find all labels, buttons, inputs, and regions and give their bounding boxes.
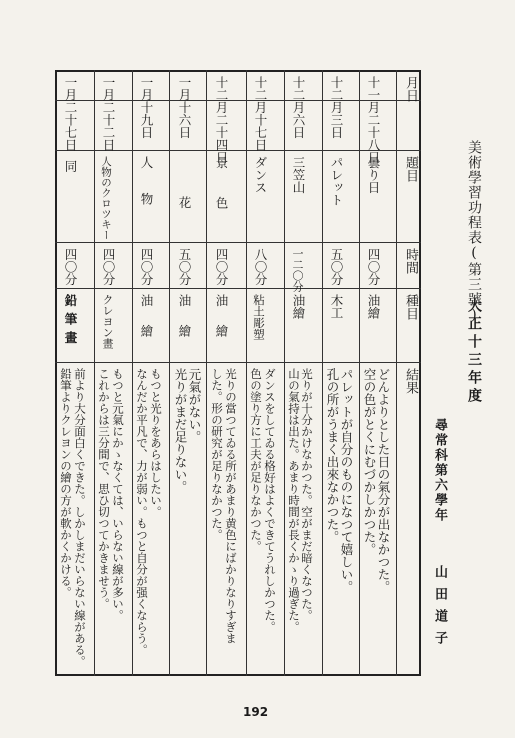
table-divider (132, 70, 133, 676)
school-year: 大正十三年度 (466, 298, 482, 406)
table-divider (246, 70, 247, 676)
grade-label: 尋常科第六學年 (432, 418, 447, 523)
row-material: クレヨン畫 (101, 294, 114, 349)
row-remarks: もつと光りをあらはしたい。 なんだか平凡で、力が弱い。もつと自分が强くならう。 (135, 368, 163, 656)
row-remarks: 光りが十分かけなかつた。空がまだ暗くなつた。 山の氣持は出た。あまり時間が長くかゝり過ぎた。 (287, 368, 314, 633)
row-subject: 人物 (139, 156, 154, 229)
table-divider (284, 70, 285, 676)
row-material: 油繪 (139, 294, 154, 355)
row-date: 一月二十七日 (63, 76, 78, 151)
table-divider (94, 70, 95, 676)
header-result: 結果 (403, 368, 418, 394)
row-subject: 景色 (214, 156, 229, 237)
table-divider (55, 242, 421, 243)
page-number: 192 (243, 705, 269, 719)
row-material: 油繪 (291, 294, 306, 319)
row-subject: ダンス (253, 156, 268, 194)
row-remarks: もつと元氣にかゝなくては、いらない線が多い。 これからは三分間で、思ひ切つてかきませう。 (97, 368, 125, 621)
header-time: 時間 (403, 248, 418, 274)
row-time: 四〇分 (139, 248, 154, 286)
student-name: 山田道子 (432, 565, 447, 653)
row-material: 鉛筆畫 (63, 294, 78, 350)
header-date: 月日 (403, 76, 418, 102)
row-subject: 同 (63, 160, 78, 173)
row-remarks: どんよりとした日の氣分が出なかつた。 空の色がとくにむづかしかつた。 (362, 368, 391, 593)
row-material: 油繪 (214, 294, 229, 355)
row-material: 油繪 (177, 294, 192, 355)
row-remarks: 光りの當つてゐる所があまり黄色にばかりなりすぎま した。形の研究が足りなかつた。 (210, 368, 238, 644)
row-subject: 曇り日 (366, 156, 381, 194)
row-remarks: ダンスをしてゐる格好はよくできてうれしかつた。 色の塗り方に工夫が足りなかつた。 (249, 368, 277, 633)
row-remarks: 前より大分面白くできた。しかしまだいらない線がある。 鉛筆よりクレヨンの繪の方が軟かくかける。 (59, 368, 87, 667)
row-subject: 人物のクロツキー (100, 156, 112, 240)
row-subject: 花 (177, 196, 192, 209)
row-date: 一月十九日 (139, 76, 154, 139)
row-date: 一月二十二日 (101, 76, 116, 151)
row-subject: パレット (329, 156, 344, 206)
row-date: 十一月二十八日 (366, 76, 381, 164)
row-date: 十二月二十四日 (214, 76, 229, 164)
table-divider (359, 70, 360, 676)
row-date: 十二月三日 (329, 76, 344, 139)
row-time: 八〇分 (253, 248, 268, 286)
header-subject: 題目 (403, 156, 418, 182)
row-time: 四〇分 (63, 248, 78, 286)
row-date: 十二月十七日 (253, 76, 268, 151)
table-divider (55, 362, 421, 363)
table-divider (396, 70, 397, 676)
table-divider (169, 70, 170, 676)
row-date: 十二月六日 (291, 76, 306, 139)
row-material: 木工 (329, 294, 344, 319)
row-remarks: 元氣がない。 光りがまだ足りない。 (173, 368, 202, 493)
row-time: 四〇分 (101, 248, 116, 286)
table-divider (206, 70, 207, 676)
row-time: 五〇分 (329, 248, 344, 286)
row-time: 一二〇分 (291, 248, 304, 292)
header-material: 種目 (403, 294, 418, 320)
row-remarks: パレットが自分のものになつて嬉しい。 孔の所がうまく出來なかつた。 (325, 368, 354, 593)
table-divider (322, 70, 323, 676)
row-time: 五〇分 (177, 248, 192, 286)
document-title: 美術學習功程表(第三號) (466, 140, 482, 324)
row-time: 四〇分 (214, 248, 229, 286)
row-subject: 三笠山 (291, 156, 306, 194)
row-material: 粘土彫塑 (252, 294, 266, 340)
row-date: 一月十六日 (177, 76, 192, 139)
row-time: 四〇分 (366, 248, 381, 286)
table-divider (55, 288, 421, 289)
row-material: 油繪 (366, 294, 381, 319)
